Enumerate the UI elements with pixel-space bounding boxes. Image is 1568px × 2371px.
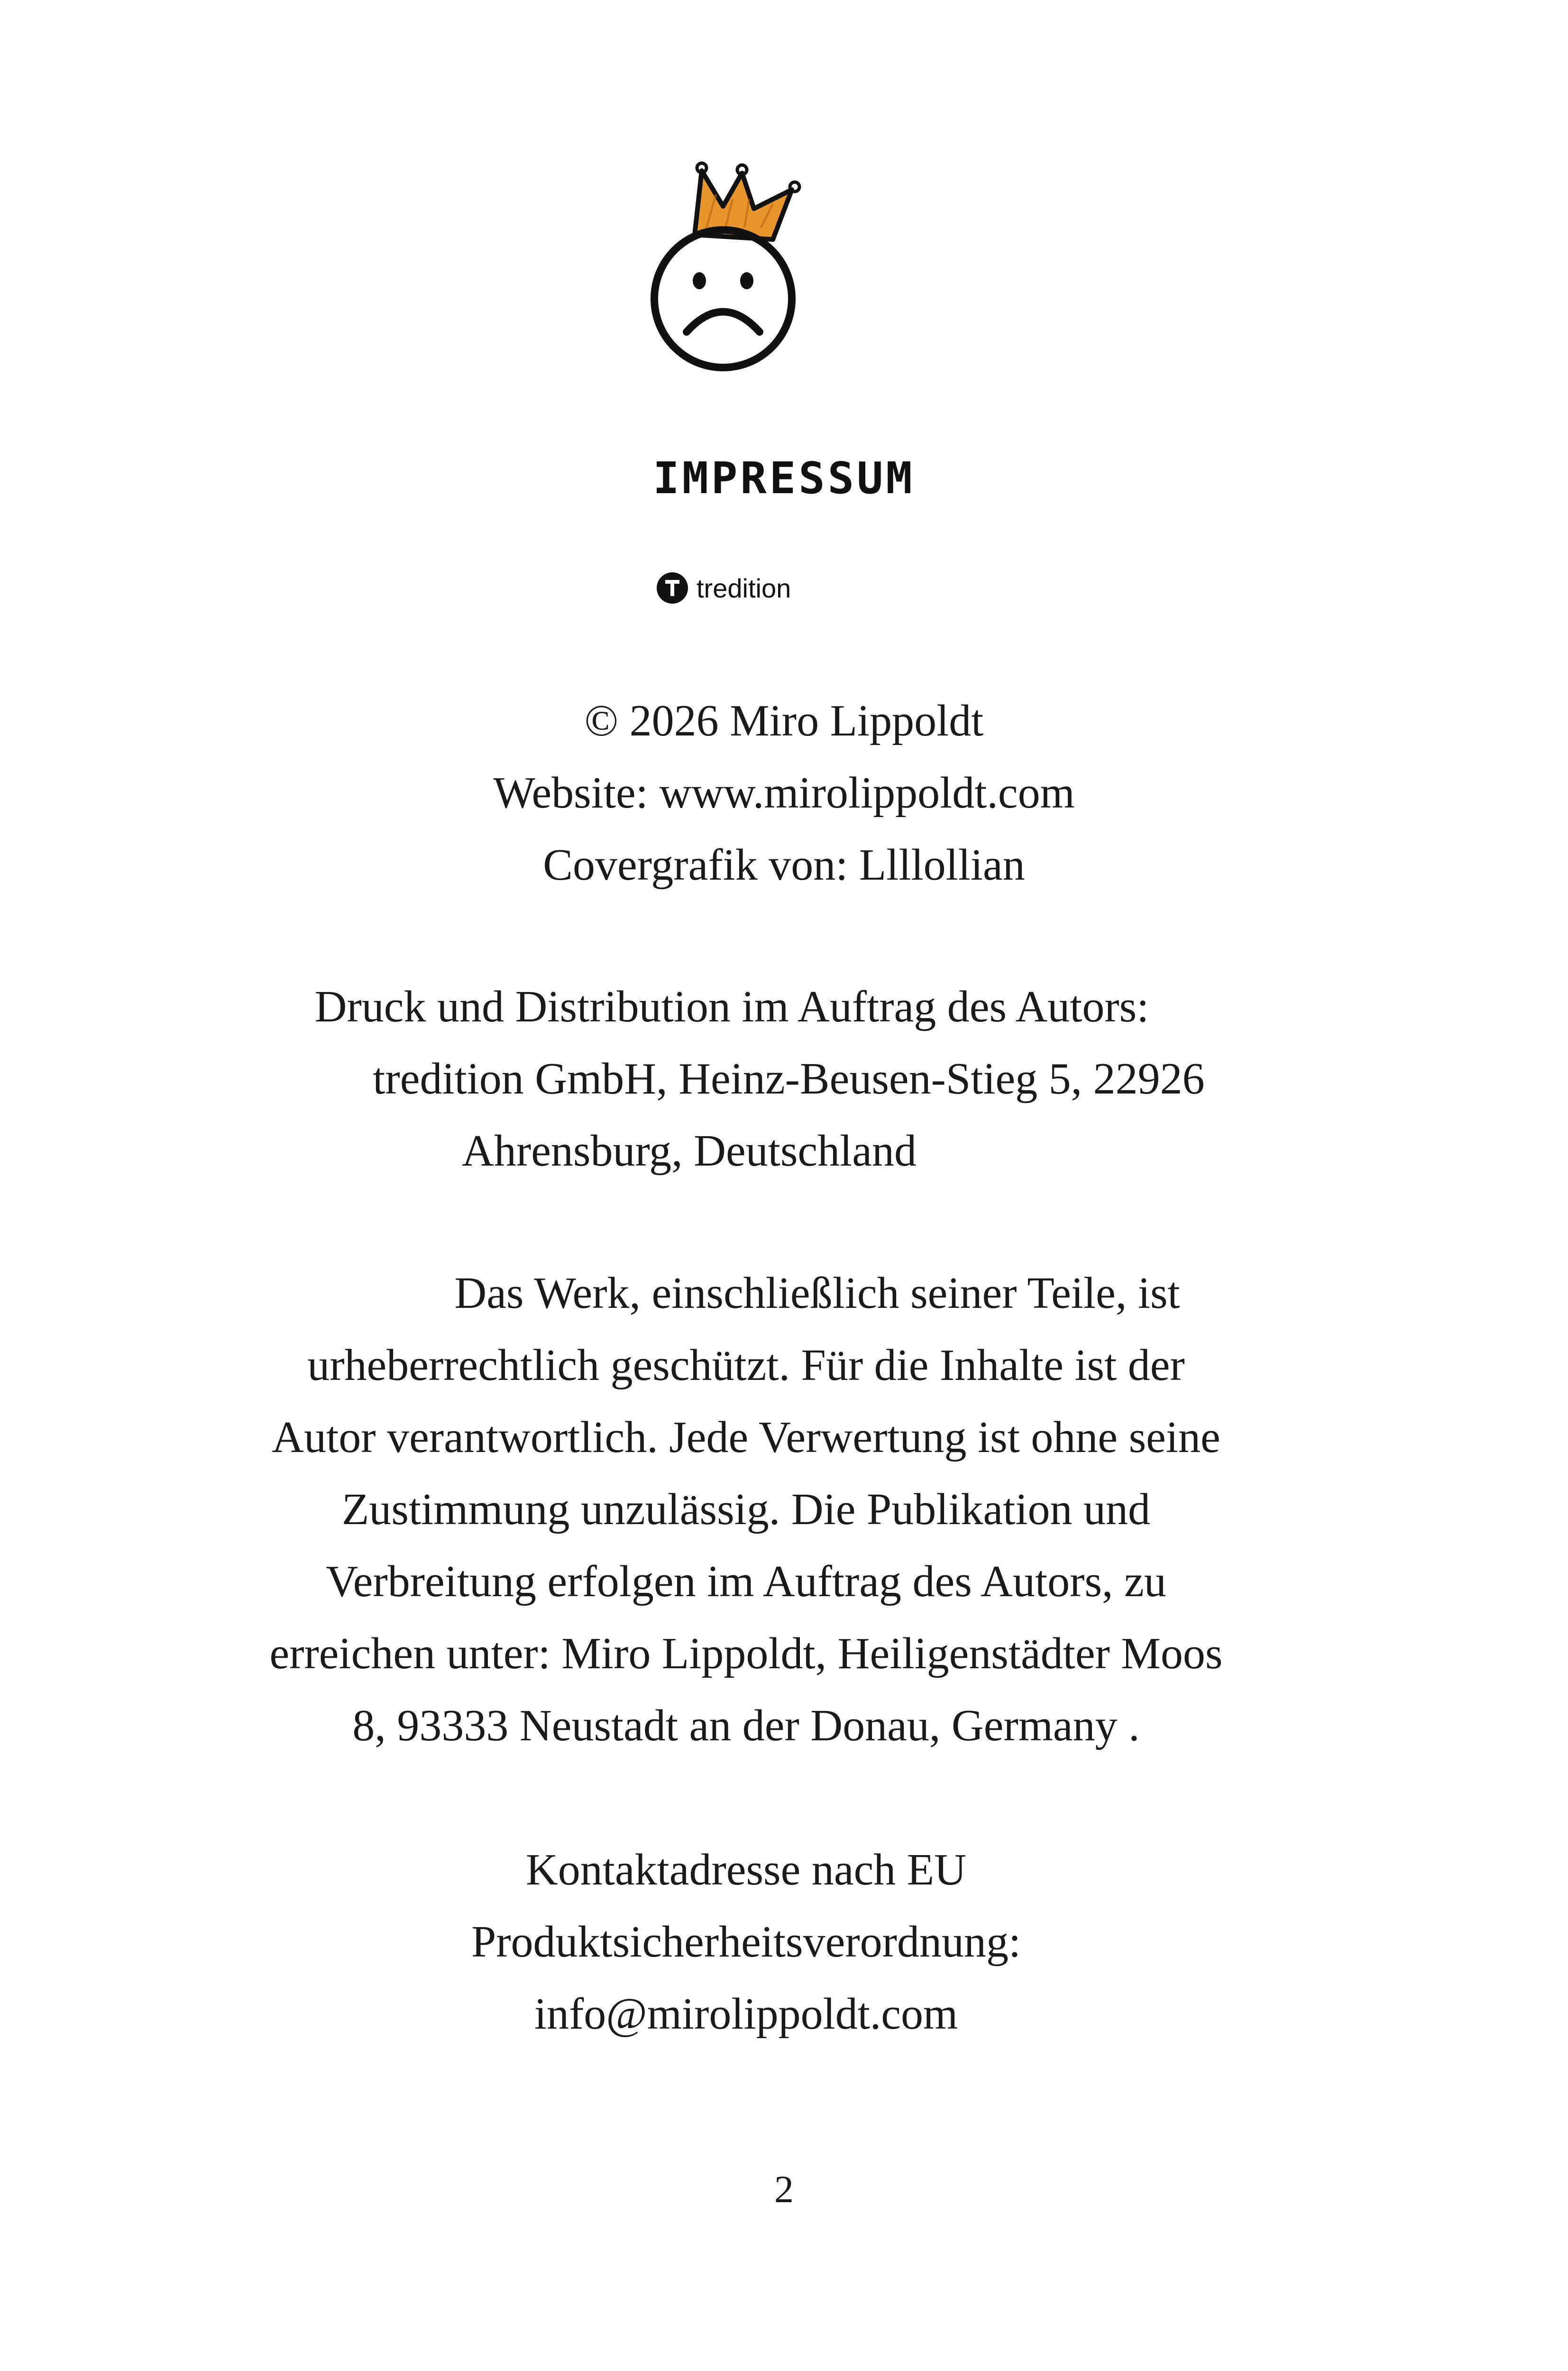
distribution-line-1: Druck und Distribution im Auftrag des Autors: (314, 982, 1149, 1031)
page-number: 2 (774, 2168, 794, 2211)
rights-line-2: urheberrechtlich geschützt. Für die Inhalte ist der (307, 1341, 1185, 1390)
website-line: Website: www.mirolippoldt.com (493, 768, 1075, 818)
sad-face-icon (654, 230, 792, 368)
rights-line-7: 8, 93333 Neustadt an der Donau, Germany . (352, 1701, 1140, 1750)
sad-face-with-crown-icon (635, 156, 816, 379)
contact-line-1: Kontaktadresse nach EU (525, 1845, 967, 1894)
publisher-name: tredition (697, 573, 791, 603)
rights-line-6: erreichen unter: Miro Lippoldt, Heiligenstädter Moos (269, 1629, 1223, 1678)
page-title: IMPRESSUM (653, 453, 915, 504)
cover-credit-line: Covergrafik von: Llllollian (543, 840, 1025, 890)
copyright-line: © 2026 Miro Lippoldt (584, 696, 984, 745)
publisher-logo (657, 569, 791, 607)
distribution-line-3: Ahrensburg, Deutschland (462, 1126, 917, 1176)
rights-line-3: Autor verantwortlich. Jede Verwertung ist ohne seine (272, 1413, 1220, 1462)
tredition-logo-icon (657, 572, 688, 604)
rights-line-5: Verbreitung erfolgen im Auftrag des Autors, zu (326, 1557, 1166, 1606)
rights-line-4: Zustimmung unzulässig. Die Publikation und (342, 1485, 1150, 1534)
contact-email: info@mirolippoldt.com (534, 1989, 958, 2039)
contact-line-2: Produktsicherheitsverordnung: (471, 1917, 1021, 1967)
rights-line-1: Das Werk, einschließlich seiner Teile, ist (454, 1268, 1180, 1318)
distribution-line-2: tredition GmbH, Heinz-Beusen-Stieg 5, 22926 (373, 1054, 1205, 1103)
